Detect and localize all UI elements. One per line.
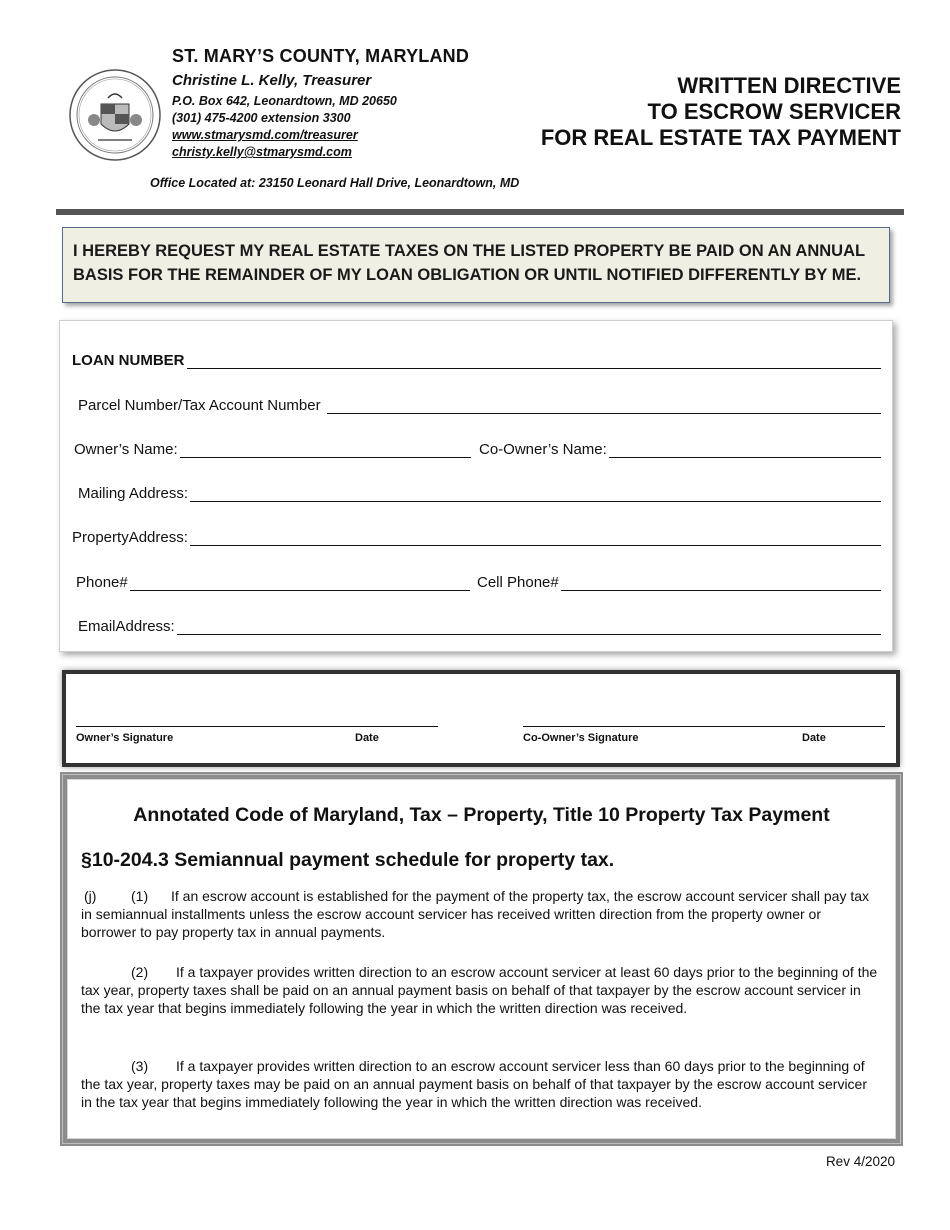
email-field[interactable] (177, 619, 881, 635)
coowner-signature-line[interactable] (523, 726, 885, 727)
code-excerpt-box (60, 772, 903, 1146)
phone-label: Phone# (76, 574, 128, 591)
request-statement: I HEREBY REQUEST MY REAL ESTATE TAXES ON THE LISTED PROPERTY BE PAID ON AN ANNUAL BASIS FOR THE REMAINDER OF MY LOAN OBLIGATION OR UNTIL NOTIFIED DIFFERENTLY BY ME. (62, 227, 890, 303)
mailing-field[interactable] (190, 486, 881, 502)
mailing-address: P.O. Box 642, Leonardtown, MD 20650 (172, 94, 397, 108)
property-label: PropertyAddress: (72, 529, 188, 546)
owner-date-label: Date (355, 732, 379, 744)
property-info-form (59, 320, 893, 652)
office-location: Office Located at: 23150 Leonard Hall Drive, Leonardtown, MD (150, 176, 520, 190)
owner-name-label: Owner’s Name: (74, 441, 178, 458)
p3-text: If a taxpayer provides written direction to an escrow account servicer less than 60 days prior to the beginning of the tax year, property taxes may be paid on an annual payment basis on behalf of that taxpayer by the escrow account servicer in the tax year that begins immediately following the year in which the written direction was received. (81, 1058, 868, 1110)
coowner-name-label: Co-Owner’s Name: (479, 441, 607, 458)
cell-row (477, 571, 881, 591)
mailing-row (78, 482, 881, 502)
office-phone: (301) 475-4200 extension 3300 (172, 111, 351, 125)
cell-field[interactable] (561, 575, 881, 591)
code-paragraph-1 (81, 887, 880, 941)
code-paragraph-2 (81, 963, 880, 1017)
p2-number: (2) (131, 964, 149, 980)
header-divider (56, 209, 904, 215)
revision-label: Rev 4/2020 (825, 1154, 895, 1169)
code-heading: Annotated Code of Maryland, Tax – Property, Title 10 Property Tax Payment (133, 804, 830, 826)
parcel-field[interactable] (327, 398, 881, 414)
email-label: EmailAddress: (78, 618, 175, 635)
signature-box (62, 670, 900, 767)
loan-number-label: LOAN NUMBER (72, 352, 185, 369)
email-link[interactable]: christy.kelly@stmarysmd.com (172, 145, 352, 159)
document-title (541, 73, 901, 151)
mailing-label: Mailing Address: (78, 485, 189, 502)
coowner-date-label: Date (802, 732, 826, 744)
cell-label: Cell Phone# (477, 574, 559, 591)
parcel-row (78, 394, 881, 414)
phone-row (76, 571, 470, 591)
phone-field[interactable] (130, 575, 470, 591)
owner-signature-label: Owner’s Signature (76, 732, 174, 744)
owner-signature-line[interactable] (76, 726, 438, 727)
county-name: ST. MARY’S COUNTY, MARYLAND (172, 46, 470, 66)
title-line-3: FOR REAL ESTATE TAX PAYMENT (540, 125, 901, 150)
loan-number-field[interactable] (187, 353, 882, 369)
parcel-label: Parcel Number/Tax Account Number (78, 397, 321, 414)
p1-text: If an escrow account is established for the payment of the property tax, the escrow account servicer shall pay tax in semiannual installments unless the escrow account servicer has received written direction from the property owner or borrower to pay property tax in annual payments. (81, 888, 870, 940)
code-paragraph-3 (81, 1057, 880, 1111)
p2-text: If a taxpayer provides written direction to an escrow account servicer at least 60 days prior to the beginning of the tax year, property taxes shall be paid on an annual payment basis on behalf of that taxpayer by the escrow account servicer in the tax year that begins immediately following the year in which the written direction was received. (81, 964, 878, 1016)
property-row (72, 526, 881, 546)
website-link[interactable]: www.stmarysmd.com/treasurer (172, 128, 358, 142)
property-field[interactable] (190, 530, 881, 546)
loan-number-row (72, 349, 881, 369)
p1-number: (1) (131, 888, 149, 904)
owner-name-field[interactable] (180, 442, 471, 458)
coowner-name-field[interactable] (609, 442, 881, 458)
coowner-name-row (479, 438, 881, 458)
p3-number: (3) (131, 1058, 149, 1074)
coowner-signature-label: Co-Owner’s Signature (523, 732, 639, 744)
owner-name-row (74, 438, 471, 458)
code-section-title: §10-204.3 Semiannual payment schedule for property tax. (81, 849, 615, 871)
title-line-2: TO ESCROW SERVICER (647, 99, 901, 124)
title-line-1: WRITTEN DIRECTIVE (677, 73, 901, 98)
p1-marker: (j) (84, 888, 97, 904)
county-seal-icon (68, 68, 162, 162)
treasurer-name: Christine L. Kelly, Treasurer (172, 72, 372, 89)
email-row (78, 615, 881, 635)
